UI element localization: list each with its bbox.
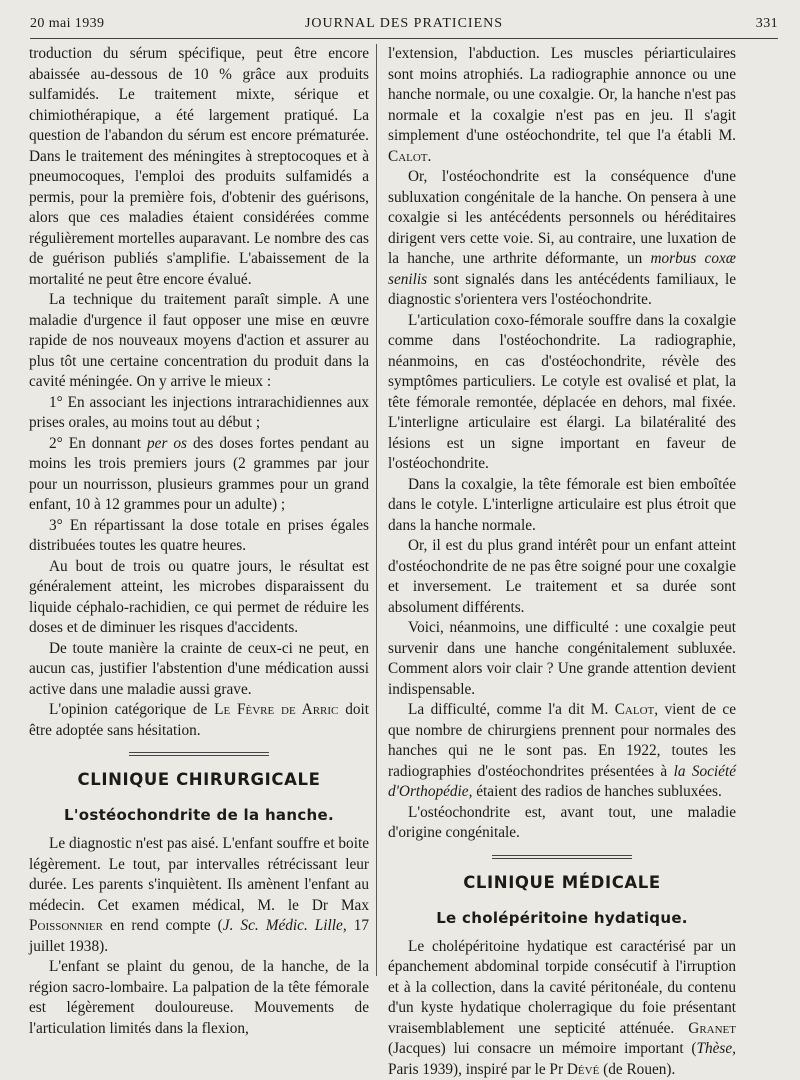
right-column [388,44,736,1080]
paragraph: L'articulation coxo-fémorale souffre dans la coxalgie comme dans l'ostéochondrite. La radiographie, néanmoins, en cas d'ostéochondrite, révèle des symptômes particuliers. Le cotyle est ovalisé et plat, la tête fémorale remontée, déplacée en dehors, mal fixée. L'interligne articulaire est élargi. La bilatéralité des lésions est un signe important en faveur de l'ostéochondrite. [388,311,736,475]
paragraph: troduction du sérum spécifique, peut être encore abaissée au-dessous de 10 % grâce aux produits sulfamidés. Le traitement mixte, sérique et chimiothérapique, a été largement pratiqué. La question de l'abandon du sérum est encore prématurée. Dans le traitement des méningites à streptocoques et à pneumocoques, l'emploi des produits sulfamidés a permis, pour la première fois, d'obtenir des guérisons, alors que ces maladies étaient considérées comme régulièrement mortelles auparavant. Le nombre des cas de guérison publiés s'amplifie. L'abaissement de la mortalité ne peut être encore évalué. [29,44,369,290]
author-name: Le Fèvre de Arric [214,701,338,718]
author-name: Granet [688,1020,736,1037]
article-title: Le cholépéritoine hydatique. [388,909,736,927]
paragraph: L'enfant se plaint du genou, de la hanche, de la région sacro-lombaire. La palpation de la tête fémorale est légèrement douloureuse. Mouvements de l'articulation limités dans la flexion, [29,957,369,1039]
author-name: Calot [615,701,655,718]
paragraph: l'extension, l'abduction. Les muscles périarticulaires sont moins atrophiés. La radiographie annonce ou une hanche normale, ou une coxalgie. Or, la hanche n'est pas normale et la coxalgie n'est pas en jeu. Il s'agit simplement d'une ostéochondrite, tel que l'a établi M. Calot. [388,44,736,167]
section-title: CLINIQUE MÉDICALE [388,873,736,892]
article-title: L'ostéochondrite de la hanche. [29,806,369,824]
left-column [29,44,369,1039]
paragraph: L'opinion catégorique de Le Fèvre de Arric doit être adoptée sans hésitation. [29,700,369,741]
author-name: Dévé [567,1061,599,1078]
paragraph: La technique du traitement paraît simple. A une maladie d'urgence il faut opposer une mise en œuvre rapide de nos nouveaux moyens d'action et assurer au plus tôt une certaine concentration du produit dans la cavité méningée. On y arrive le mieux : [29,290,369,393]
paragraph: Or, l'ostéochondrite est la conséquence d'une subluxation congénitale de la hanche. On pensera à une coxalgie si les antécédents personnels ou héréditaires dirigent vers cette voie. Si, au contraire, une luxation de la hanche, une arthrite déformante, un morbus coxæ senilis sont signalés dans les antécédents familiaux, le diagnostic s'orientera vers l'ostéochondrite. [388,167,736,311]
section-separator [492,855,632,859]
paragraph: De toute manière la crainte de ceux-ci ne peut, en aucun cas, justifier l'abstention d'une médication aussi active dans une maladie aussi grave. [29,639,369,701]
section-separator [129,752,269,756]
header-rule [30,38,778,39]
section-title: CLINIQUE CHIRURGICALE [29,770,369,789]
paragraph: Le diagnostic n'est pas aisé. L'enfant souffre et boite légèrement. Le tout, par intervalles rétrécissant leur durée. Les parents s'inquiètent. Ils amènent l'enfant au médecin. Cet examen médical, M. le Dr Max Poissonnier en rend compte (J. Sc. Médic. Lille, 17 juillet 1938). [29,834,369,957]
paragraph: Le cholépéritoine hydatique est caractérisé par un épanchement abdominal torpide consécutif à l'irruption et à la collection, dans la cavité péritonéale, du contenu d'un kyste hydatique cholerragique du foie présentant vraisemblablement une septicité atténuée. Granet (Jacques) lui consacre un mémoire important (Thèse, Paris 1939), inspiré par le Pr Dévé (de Rouen). [388,937,736,1080]
running-header [30,16,778,36]
author-name: Poissonnier [29,917,103,934]
paragraph: Dans la coxalgie, la tête fémorale est bien emboîtée dans le cotyle. L'interligne articulaire est plus étroit que dans la hanche normale. [388,475,736,537]
column-divider [376,44,377,976]
journal-title: JOURNAL DES PRATICIENS [30,16,778,32]
paragraph: 3° En répartissant la dose totale en prises égales distribuées toutes les quatre heures. [29,516,369,557]
paragraph: 2° En donnant per os des doses fortes pendant au moins les trois premiers jours (2 grammes par jour pour un nourrisson, plusieurs grammes pour un grand enfant, 10 à 12 grammes pour un adulte) ; [29,434,369,516]
header-date: 20 mai 1939 [30,16,104,32]
paragraph: Au bout de trois ou quatre jours, le résultat est généralement atteint, les microbes disparaissent du liquide céphalo-rachidien, ce qui permet de réduire les doses et de diminuer les risques d'accidents. [29,557,369,639]
paragraph: Or, il est du plus grand intérêt pour un enfant atteint d'ostéochondrite de ne pas être soigné pour une coxalgie et inversement. Le traitement et sa durée sont absolument différents. [388,536,736,618]
paragraph: La difficulté, comme l'a dit M. Calot, vient de ce que nombre de chirurgiens prennent pour normales des hanches qui ne le sont pas. En 1922, toutes les radiographies d'ostéochondrites présentées à la Société d'Orthopédie, étaient des radios de hanches subluxées. [388,700,736,803]
paragraph: Voici, néanmoins, une difficulté : une coxalgie peut survenir dans une hanche congénitalement subluxée. Comment alors voir clair ? Une grande attention devient indispensable. [388,618,736,700]
author-name: Calot [388,148,428,165]
paragraph: 1° En associant les injections intrarachidiennes aux prises orales, au moins tout au début ; [29,393,369,434]
paragraph: L'ostéochondrite est, avant tout, une maladie d'origine congénitale. [388,803,736,844]
page-number: 331 [756,16,778,32]
